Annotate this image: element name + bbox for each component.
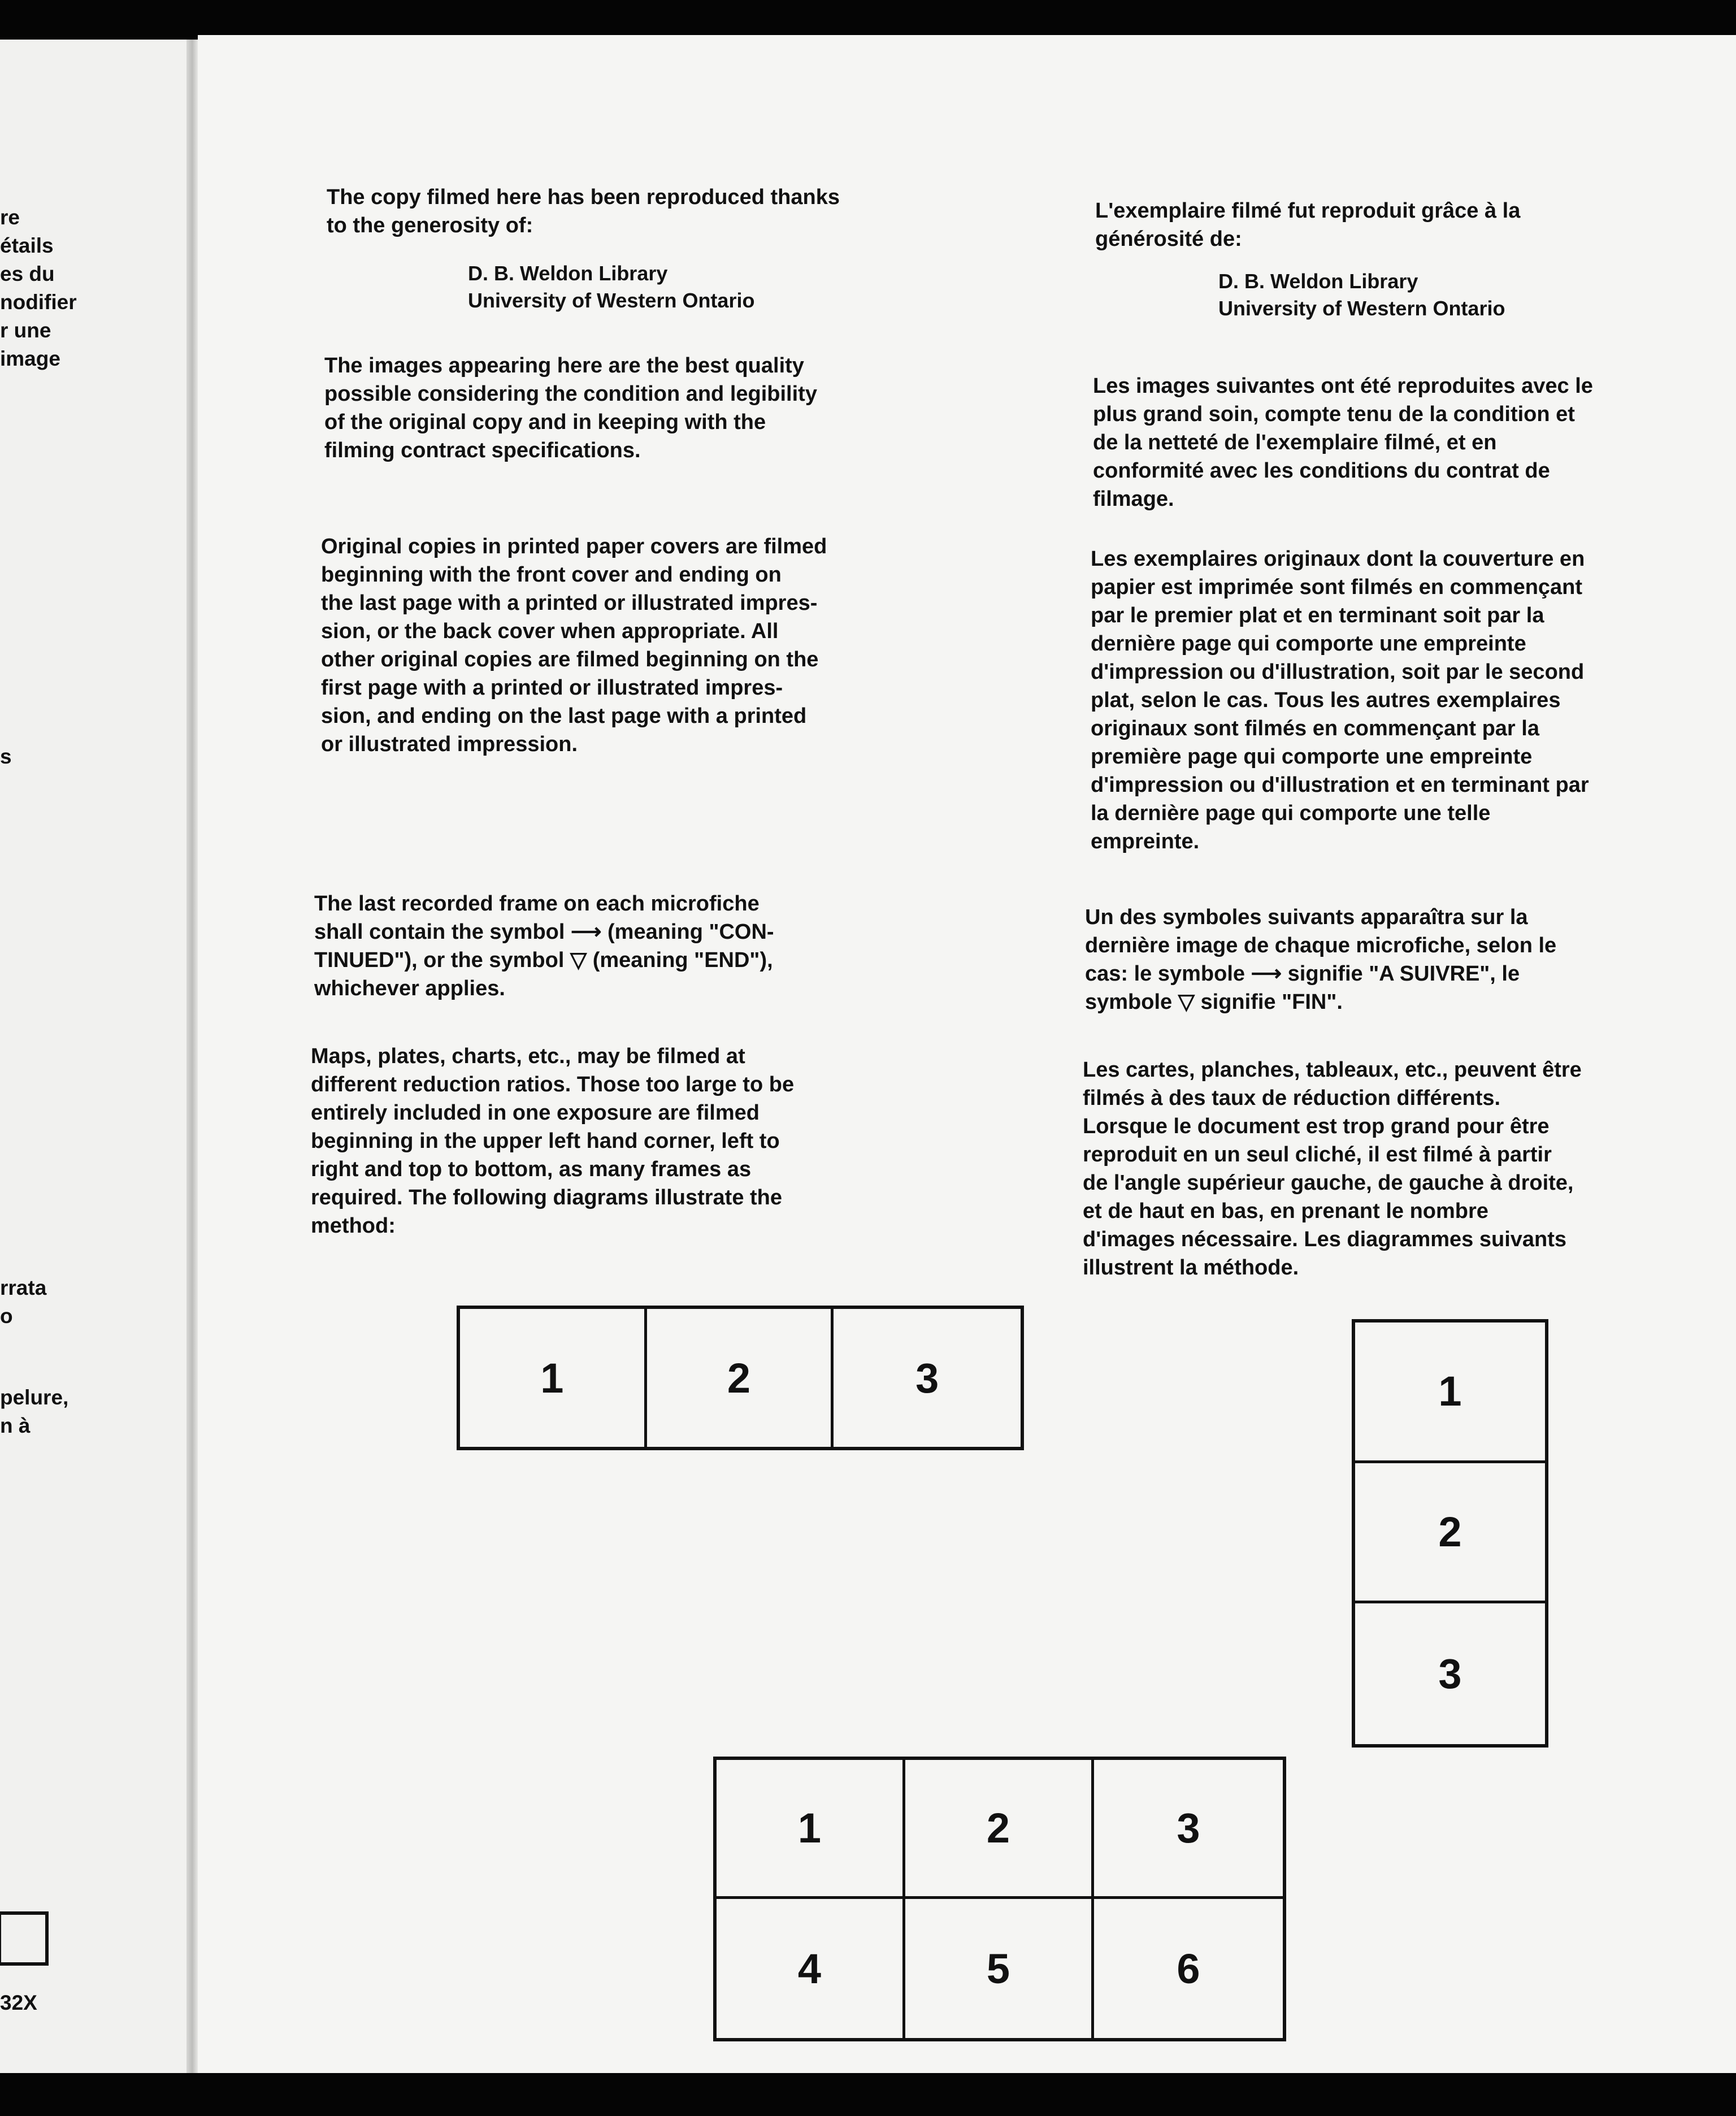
diagram-horizontal-strip bbox=[457, 1306, 1024, 1450]
page-gutter bbox=[186, 40, 198, 2073]
french-intro: L'exemplaire filmé fut reproduit grâce à la générosité de: bbox=[1095, 199, 1521, 251]
english-symbols: The last recorded frame on each microfiche shall contain the symbol ⟶ (meaning "CON- TINUED"), or the symbol ▽ (meaning "END"), whichever applies. bbox=[314, 892, 774, 1000]
left-fragment-top: re étails es du nodifier r une image bbox=[0, 206, 77, 370]
english-library: D. B. Weldon Library University of Western Ontario bbox=[468, 262, 755, 312]
english-covers: Original copies in printed paper covers are filmed beginning with the front cover and ending on the last page with a printed or illustrated impres- sion, or the back cover when appropriate. All other original copies are filmed beginning on the first page with a printed or illustrated impres- sion, and ending on the last page with a printed or illustrated impression. bbox=[321, 535, 827, 756]
frame-cell: 5 bbox=[905, 1899, 1094, 2038]
frame-cell: 3 bbox=[1438, 1650, 1462, 1698]
left-fragment-mid: rrata o bbox=[0, 1276, 47, 1328]
bottom-scan-border bbox=[0, 2073, 1736, 2116]
frame-cell: 3 bbox=[915, 1354, 939, 1402]
left-ratio-label: 32X bbox=[0, 1991, 37, 2014]
left-fragment-low: pelure, n à bbox=[0, 1386, 69, 1437]
french-quality: Les images suivantes ont été reproduites avec le plus grand soin, compte tenu de la condition et de la netteté de l'exemplaire filmé, et en conformité avec les conditions du contrat de filmage. bbox=[1093, 374, 1593, 511]
left-ratio-box bbox=[0, 1911, 49, 1966]
frame-cell: 4 bbox=[717, 1899, 905, 2038]
frame-cell: 3 bbox=[1094, 1760, 1283, 1899]
frame-cell: 1 bbox=[460, 1309, 647, 1447]
left-page-fragment bbox=[0, 40, 193, 2073]
top-scan-border bbox=[0, 0, 1736, 40]
left-fragment-s: s bbox=[0, 745, 12, 768]
french-maps: Les cartes, planches, tableaux, etc., peuvent être filmés à des taux de réduction différents. Lorsque le document est trop grand pour être reproduit en un seul cliché, il est filmé à partir de l'angle supérieur gauche, de gauche à droite, et de haut en bas, en prenant le nombre d'images nécessaire. Les diagrammes suivants illustrent la méthode. bbox=[1083, 1058, 1582, 1280]
frame-cell: 2 bbox=[905, 1760, 1094, 1899]
english-quality: The images appearing here are the best quality possible considering the condition and legibility of the original copy and in keeping with the filming contract specifications. bbox=[324, 354, 817, 462]
english-intro: The copy filmed here has been reproduced thanks to the generosity of: bbox=[327, 185, 840, 237]
diagram-vertical-strip bbox=[1352, 1319, 1548, 1748]
diagram-six-frame-grid bbox=[713, 1757, 1286, 2041]
frame-cell: 2 bbox=[647, 1309, 834, 1447]
frame-cell: 1 bbox=[1355, 1322, 1545, 1463]
frame-cell: 6 bbox=[1177, 1945, 1200, 1992]
frame-cell: 2 bbox=[1355, 1463, 1545, 1604]
frame-cell: 1 bbox=[717, 1760, 905, 1899]
french-library: D. B. Weldon Library University of Western Ontario bbox=[1218, 270, 1505, 320]
english-maps: Maps, plates, charts, etc., may be filmed at different reduction ratios. Those too large to be entirely included in one exposure are filmed beginning in the upper left hand corner, left to right and top to bottom, as many frames as required. The following diagrams illustrate the method: bbox=[311, 1044, 795, 1238]
french-covers: Les exemplaires originaux dont la couverture en papier est imprimée sont filmés en commençant par le premier plat et en terminant soit par la dernière page qui comporte une empreinte d'impression ou d'illustration, soit par le second plat, selon le cas. Tous les autres exemplaires originaux sont filmés en commençant par la première page qui comporte une empreinte d'impression ou d'illustration et en terminant par la dernière page qui comporte une telle empreinte. bbox=[1091, 547, 1589, 853]
french-symbols: Un des symboles suivants apparaîtra sur la dernière image de chaque microfiche, selon le cas: le symbole ⟶ signifie "A SUIVRE", le symbole ▽ signifie "FIN". bbox=[1085, 905, 1557, 1014]
